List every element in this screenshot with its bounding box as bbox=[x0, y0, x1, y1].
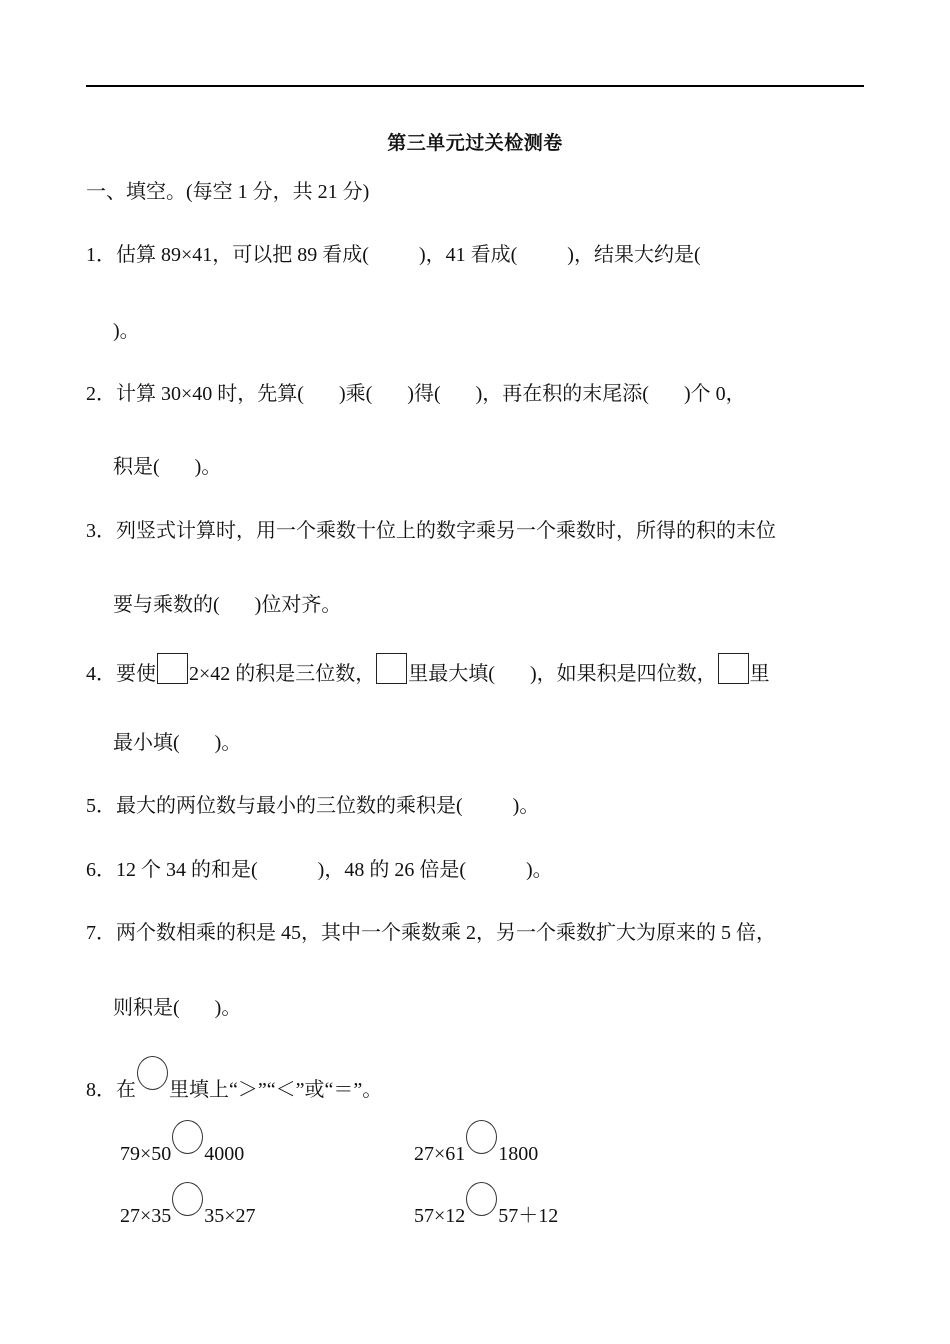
answer-blank[interactable] bbox=[466, 855, 526, 885]
question-text: 里填上“＞”“＜”或“＝”。 bbox=[169, 1079, 383, 1101]
header-rule bbox=[86, 85, 864, 87]
question-text: 最大的两位数与最小的三位数的乘积是( bbox=[116, 795, 463, 817]
answer-blank[interactable] bbox=[517, 240, 567, 270]
question-text: )位对齐。 bbox=[254, 594, 342, 616]
question-4-line-1 bbox=[86, 653, 770, 683]
question-2-line-2 bbox=[113, 452, 221, 482]
question-number: 8． bbox=[86, 1079, 116, 1101]
answer-blank[interactable] bbox=[160, 452, 195, 482]
answer-blank[interactable] bbox=[258, 855, 318, 885]
answer-blank[interactable] bbox=[441, 379, 476, 409]
question-1-line-1 bbox=[86, 240, 701, 270]
question-text: 要使 bbox=[116, 663, 156, 685]
question-text: 列竖式计算时，用一个乘数十位上的数字乘另一个乘数时，所得的积的末位 bbox=[116, 520, 776, 542]
question-text: 则积是( bbox=[113, 997, 180, 1019]
question-4-line-2 bbox=[113, 728, 241, 758]
question-number: 2． bbox=[86, 383, 116, 405]
answer-blank[interactable] bbox=[180, 993, 215, 1023]
question-text: )，如果积是四位数， bbox=[529, 663, 717, 685]
square-box-icon[interactable] bbox=[157, 653, 188, 684]
question-text: )得( bbox=[407, 383, 441, 405]
question-text: 里 bbox=[749, 663, 770, 685]
question-6-line-1 bbox=[86, 855, 553, 885]
question-1-line-2: )。 bbox=[113, 320, 140, 342]
comparison-left: 27×61 bbox=[414, 1143, 466, 1165]
comparison-left: 27×35 bbox=[120, 1205, 172, 1227]
square-box-icon bbox=[376, 653, 407, 684]
question-text: 12 个 34 的和是( bbox=[116, 859, 258, 881]
comparison-item-2 bbox=[414, 1120, 539, 1165]
question-number: 6． bbox=[86, 859, 116, 881]
question-text: )。 bbox=[214, 732, 242, 754]
question-8-line-1 bbox=[86, 1056, 383, 1101]
question-number: 3． bbox=[86, 520, 116, 542]
question-3-line-1 bbox=[86, 516, 776, 546]
comparison-item-1 bbox=[120, 1120, 245, 1165]
question-text: )。 bbox=[512, 795, 540, 817]
comparison-right: 4000 bbox=[204, 1143, 245, 1165]
question-text: )。 bbox=[194, 456, 222, 478]
question-text: )乘( bbox=[338, 383, 373, 405]
comparison-circle[interactable] bbox=[466, 1120, 497, 1154]
question-5-line-1 bbox=[86, 791, 539, 821]
answer-blank[interactable] bbox=[180, 728, 215, 758]
question-text: 最小填( bbox=[113, 732, 180, 754]
comparison-left: 57×12 bbox=[414, 1205, 466, 1227]
question-2-line-1 bbox=[86, 379, 746, 409]
question-7-line-1 bbox=[86, 918, 776, 948]
question-number: 4． bbox=[86, 663, 116, 685]
question-7-line-2 bbox=[113, 993, 241, 1023]
comparison-circle[interactable] bbox=[172, 1182, 203, 1216]
comparison-right: 35×27 bbox=[204, 1205, 256, 1227]
answer-blank[interactable] bbox=[304, 379, 339, 409]
question-text: )。 bbox=[214, 997, 242, 1019]
question-text: 在 bbox=[116, 1079, 136, 1101]
answer-blank[interactable] bbox=[372, 379, 407, 409]
question-text: )，结果大约是( bbox=[567, 244, 701, 266]
question-number: 7． bbox=[86, 922, 116, 944]
question-number: 5． bbox=[86, 795, 116, 817]
question-text: 两个数相乘的积是 45，其中一个乘数乘 2，另一个乘数扩大为原来的 5 倍， bbox=[116, 922, 776, 944]
comparison-right: 57＋12 bbox=[498, 1205, 559, 1227]
question-text: 要与乘数的( bbox=[113, 594, 220, 616]
comparison-circle[interactable] bbox=[466, 1182, 497, 1216]
question-text: 积是( bbox=[113, 456, 160, 478]
question-text: )，41 看成( bbox=[418, 244, 518, 266]
question-text: )。 bbox=[526, 859, 553, 881]
comparison-item-3 bbox=[120, 1182, 256, 1227]
comparison-left: 79×50 bbox=[120, 1143, 172, 1165]
answer-blank[interactable] bbox=[220, 590, 255, 620]
answer-blank[interactable] bbox=[649, 379, 684, 409]
section-heading: 一、填空。(每空 1 分，共 21 分) bbox=[86, 181, 370, 203]
square-box-icon bbox=[718, 653, 749, 684]
question-text: 2×42 的积是三位数， bbox=[189, 663, 376, 685]
question-3-line-2 bbox=[113, 590, 341, 620]
page-title: 第三单元过关检测卷 bbox=[387, 132, 563, 154]
comparison-circle[interactable] bbox=[172, 1120, 203, 1154]
question-text: )个 0， bbox=[683, 383, 746, 405]
comparison-right: 1800 bbox=[498, 1143, 539, 1165]
question-text: )，再在积的末尾添( bbox=[475, 383, 649, 405]
question-text: 估算 89×41，可以把 89 看成( bbox=[116, 244, 369, 266]
question-text: )，48 的 26 倍是( bbox=[317, 859, 466, 881]
question-text: 计算 30×40 时，先算( bbox=[116, 383, 304, 405]
answer-blank[interactable] bbox=[369, 240, 419, 270]
question-number: 1． bbox=[86, 244, 116, 266]
question-text: 里最大填( bbox=[408, 663, 495, 685]
answer-blank[interactable] bbox=[463, 791, 513, 821]
circle-icon bbox=[137, 1056, 168, 1090]
comparison-item-4 bbox=[414, 1182, 559, 1227]
answer-blank[interactable] bbox=[495, 659, 530, 689]
